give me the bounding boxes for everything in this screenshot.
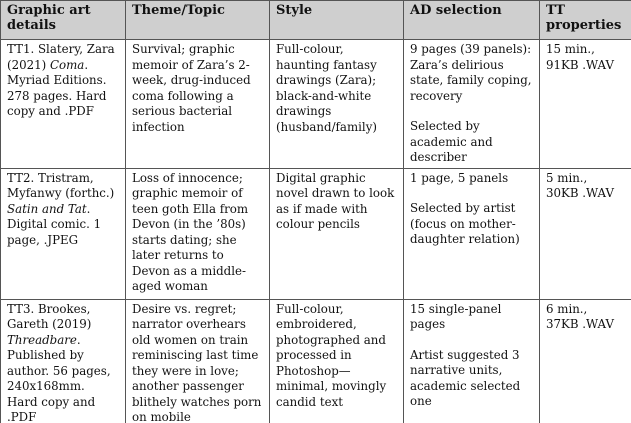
cell-graphic-art-details (1, 40, 126, 169)
ad-selection-text: 1 page, 5 panels (410, 170, 509, 185)
paragraph-gap (410, 333, 533, 348)
cell-graphic-art-details (1, 299, 126, 423)
header-style: Style (270, 1, 404, 40)
tt-file: 91KB .WAV (546, 57, 614, 72)
cell-tt-properties (540, 40, 631, 169)
ad-selection-text: 9 pages (39 panels): Zara’s delirious state, family coping, recovery (410, 42, 532, 103)
details-text: TT2. Tristram, Myfanwy (forthc.) (7, 170, 115, 200)
header-graphic-art-details: Graphic art details (1, 1, 126, 40)
cell-theme-topic: Survival; graphic memoir of Zara’s 2-week, drug-induced coma following a serious bacterial infection (126, 40, 270, 169)
table-header (1, 1, 631, 40)
cell-ad-selection (404, 168, 540, 299)
cell-style: Digital graphic novel drawn to look as if made with colour pencils (270, 168, 404, 299)
tt-duration: 6 min., (546, 301, 588, 316)
work-title: Satin and Tat (7, 201, 87, 216)
tt-duration: 5 min., (546, 170, 588, 185)
table-body (1, 40, 631, 423)
ad-selection-note: Selected by academic and describer (410, 119, 493, 164)
header-ad-selection: AD selection (404, 1, 540, 40)
paragraph-gap (410, 186, 533, 201)
cell-theme-topic: Desire vs. regret; narrator overhears old women on train reminiscing last time they were in love; another passenger blithely watches porn on mobile (126, 299, 270, 423)
details-text: TT3. Brookes, Gareth (2019) (7, 301, 92, 331)
cell-tt-properties (540, 168, 631, 299)
details-text: . Digital comic. 1 page, .JPEG (7, 201, 102, 247)
tt-file: 30KB .WAV (546, 186, 614, 200)
details-text: . Published by author. 56 pages, 240x168mm. Hard copy and .PDF (7, 332, 111, 423)
table-row (1, 299, 631, 423)
cell-tt-properties (540, 299, 631, 423)
header-tt-properties: TT properties (540, 1, 631, 40)
paragraph-gap (410, 104, 533, 119)
tt-file: 37KB .WAV (546, 317, 614, 331)
cell-style: Full-colour, embroidered, photographed and processed in Photoshop—minimal, movingly candid text (270, 299, 404, 423)
cell-style: Full-colour, haunting fantasy drawings (Zara); black-and-white drawings (husband/family) (270, 40, 404, 169)
work-title: Threadbare (7, 332, 77, 347)
table-row (1, 40, 631, 169)
table-row (1, 168, 631, 299)
header-theme-topic: Theme/Topic (126, 1, 270, 40)
cell-ad-selection (404, 40, 540, 169)
tt-duration: 15 min., (546, 42, 595, 56)
ad-selection-note: Selected by artist (focus on mother-daughter relation) (410, 201, 520, 246)
cell-graphic-art-details (1, 168, 126, 299)
cell-theme-topic: Loss of innocence; graphic memoir of teen goth Ella from Devon (in the ’80s) starts dating; she later returns to Devon as a middle-aged woman (126, 168, 270, 299)
header-row (1, 1, 631, 40)
work-title: Coma (49, 57, 85, 72)
details-text: . Myriad Editions. 278 pages. Hard copy and .PDF (7, 57, 107, 118)
details-text: TT1. Slatery, Zara (2021) (7, 42, 115, 72)
cell-ad-selection (404, 299, 540, 423)
ad-selection-text: 15 single-panel pages (410, 301, 502, 331)
ad-selection-note: Artist suggested 3 narrative units, academic selected one (410, 347, 521, 408)
